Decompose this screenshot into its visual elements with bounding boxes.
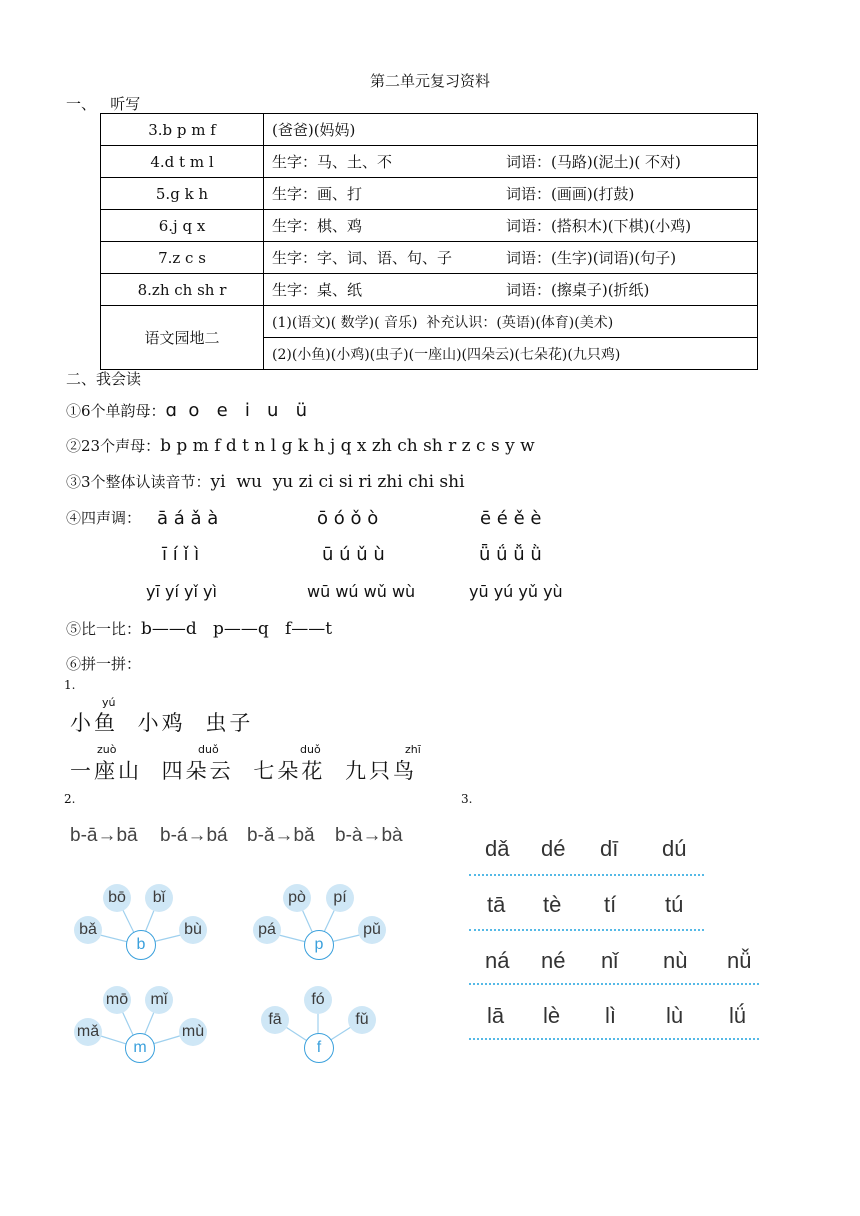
syllable: tā	[487, 892, 506, 917]
tone-group: yū yú yǔ yù	[469, 582, 563, 601]
flower-petal: pò	[283, 884, 311, 912]
syllable: dú	[662, 836, 687, 861]
read-value: b——d p——q f——t	[141, 619, 333, 639]
table-cell: (爸爸)(妈妈)	[264, 114, 758, 146]
spell-example: b-ā→bā	[70, 825, 138, 846]
tone-group: ǖ ǘ ǚ ǜ	[479, 544, 542, 565]
table-cell: (2)(小鱼)(小鸡)(虫子)(一座山)(四朵云)(七朵花)(九只鸡)	[264, 338, 758, 370]
exercise-number: 3.	[461, 792, 473, 806]
table-key: 7.z c s	[101, 242, 264, 274]
read-line-2	[66, 435, 535, 456]
syllable: dǎ	[485, 836, 510, 861]
spell-example: b-á→bá	[160, 825, 228, 846]
read-value: b p m f d t n l ɡ k h j q x zh ch sh r z c s y w	[160, 436, 535, 456]
spell-example: b-à→bà	[335, 825, 403, 846]
table-cell: 词语：(画画)(打鼓)	[498, 178, 758, 210]
flower-petal: pá	[253, 916, 281, 944]
writing-line	[469, 1038, 759, 1040]
table-cell: 生字：画、打	[264, 178, 499, 210]
syllable: nǐ	[601, 948, 619, 973]
table-row	[101, 306, 758, 338]
tone-group: ā á ǎ à	[157, 508, 219, 529]
read-line-4	[66, 507, 141, 528]
pinyin-annotation: duǒ	[300, 743, 321, 756]
read-value: yi wu yu zi ci si ri zhi chi shi	[210, 472, 465, 492]
flower-center: p	[304, 930, 334, 960]
flower-petal: fó	[304, 986, 332, 1014]
flower-petal: fā	[261, 1006, 289, 1034]
flower-petal: bǐ	[145, 884, 173, 912]
read-label: ⑤比一比：	[66, 620, 142, 638]
read-label: ②23个声母：	[66, 437, 161, 455]
syllable: nǚ	[727, 948, 752, 973]
syllable: lè	[543, 1003, 561, 1028]
syllable: lǘ	[729, 1003, 747, 1028]
flower-petal: pǔ	[358, 916, 386, 944]
section-read: 二、我会读	[66, 370, 142, 388]
table-cell: 生字：桌、纸	[264, 274, 499, 306]
tone-group: ū ú ǔ ù	[322, 544, 385, 565]
syllable: tú	[665, 892, 684, 917]
flower-petal: mǐ	[145, 986, 173, 1014]
flower-petal: mù	[179, 1018, 207, 1046]
read-line-1	[66, 400, 307, 421]
tone-group: ē é ě è	[480, 508, 542, 529]
syllable: lì	[605, 1003, 616, 1028]
flower-petal: bù	[179, 916, 207, 944]
tone-group: ō ó ǒ ò	[317, 508, 379, 529]
exercise-number: 2.	[64, 792, 76, 806]
table-row	[101, 178, 758, 210]
table-row	[101, 210, 758, 242]
table-cell: (1)(语文)( 数学)( 音乐) 补充认识：(英语)(体育)(美术)	[264, 306, 758, 338]
syllable: né	[541, 948, 566, 973]
hanzi-row-1: 小鱼 小鸡 虫子	[70, 711, 254, 735]
read-line-6	[66, 653, 141, 674]
writing-line	[469, 929, 704, 931]
read-label: ④四声调：	[66, 509, 142, 527]
syllable: tí	[604, 892, 617, 917]
table-cell: 生字：棋、鸡	[264, 210, 499, 242]
flower-center: m	[125, 1033, 155, 1063]
table-key: 5.g k h	[101, 178, 264, 210]
table-row	[101, 242, 758, 274]
syllable: lā	[487, 1003, 505, 1028]
table-key: 8.zh ch sh r	[101, 274, 264, 306]
table-key: 6.j q x	[101, 210, 264, 242]
writing-line	[469, 983, 759, 985]
table-key: 3.b p m f	[101, 114, 264, 146]
table-cell: 生字：马、土、不	[264, 146, 499, 178]
flower-center: b	[126, 930, 156, 960]
syllable: tè	[543, 892, 562, 917]
tone-group: ī í ǐ ì	[162, 544, 200, 565]
hanzi-row-2: 一座山 四朵云 七朵花 九只鸟	[70, 759, 418, 783]
table-key: 语文园地二	[101, 306, 264, 370]
read-label: ①6个单韵母：	[66, 402, 166, 420]
flower-center: f	[304, 1033, 334, 1063]
table-cell: 词语：(擦桌子)(折纸)	[498, 274, 758, 306]
section-dictation: 一、 听写	[66, 95, 141, 113]
table-row	[101, 146, 758, 178]
table-row	[101, 274, 758, 306]
syllable: nù	[663, 948, 688, 973]
pinyin-annotation: zhī	[405, 743, 421, 756]
syllable: ná	[485, 948, 510, 973]
flower-petal: bǎ	[74, 916, 102, 944]
tone-group: yī yí yǐ yì	[146, 582, 217, 601]
pinyin-annotation: zuò	[97, 743, 117, 756]
flower-petal: mō	[103, 986, 131, 1014]
dictation-table	[100, 113, 758, 370]
syllable: lù	[666, 1003, 684, 1028]
exercise-number: 1.	[64, 678, 76, 692]
pinyin-annotation: yú	[102, 696, 116, 709]
tone-group: wū wú wǔ wù	[307, 582, 416, 601]
pinyin-annotation: duǒ	[198, 743, 219, 756]
page-title: 第二单元复习资料	[369, 72, 490, 90]
read-label: ③3个整体认读音节：	[66, 473, 211, 491]
flower-petal: bō	[103, 884, 131, 912]
syllable: dé	[541, 836, 566, 861]
read-line-5	[66, 618, 332, 639]
table-cell: 词语：(搭积木)(下棋)(小鸡)	[498, 210, 758, 242]
table-row	[101, 114, 758, 146]
read-value: ɑ o e i u ü	[165, 400, 307, 421]
table-key: 4.d t m l	[101, 146, 264, 178]
table-cell: 生字：字、词、语、句、子	[264, 242, 499, 274]
writing-line	[469, 874, 704, 876]
read-line-3	[66, 471, 465, 492]
flower-petal: mǎ	[74, 1018, 102, 1046]
syllable: dī	[600, 836, 619, 861]
spell-example: b-ǎ→bǎ	[247, 825, 315, 846]
read-label: ⑥拼一拼：	[66, 655, 142, 673]
table-cell: 词语：(马路)(泥土)( 不对)	[498, 146, 758, 178]
table-cell: 词语：(生字)(词语)(句子)	[498, 242, 758, 274]
flower-petal: pí	[326, 884, 354, 912]
flower-petal: fǔ	[348, 1006, 376, 1034]
